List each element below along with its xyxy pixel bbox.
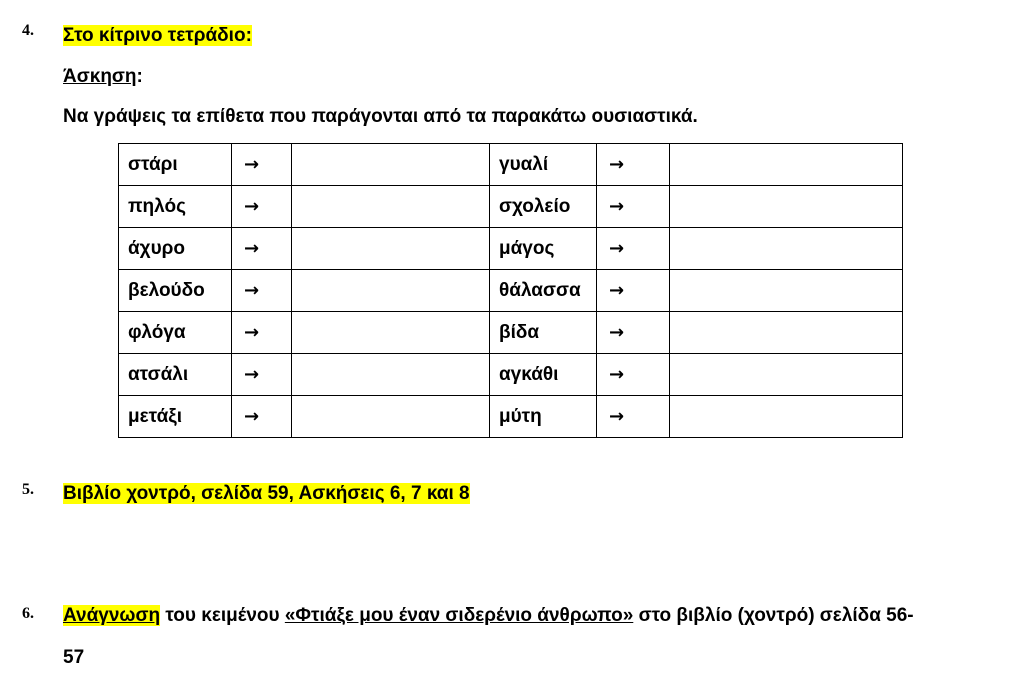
section-4-title-text: Στο κίτρινο τετράδιο: xyxy=(63,25,252,46)
reading-highlight: Ανάγνωση xyxy=(63,605,161,626)
section-6-text xyxy=(63,605,914,627)
section-5-highlight: Βιβλίο χοντρό, σελίδα 59, Ασκήσεις 6, 7 και 8 xyxy=(63,483,470,504)
arrow-icon: → xyxy=(232,354,292,396)
noun-cell: ατσάλι xyxy=(119,354,232,396)
section-4-title xyxy=(63,25,252,47)
noun-cell: γυαλί xyxy=(490,144,597,186)
arrow-icon: → xyxy=(232,396,292,438)
section-number-6: 6. xyxy=(22,605,34,622)
noun-cell: μύτη xyxy=(490,396,597,438)
answer-cell xyxy=(292,144,490,186)
arrow-icon: → xyxy=(232,186,292,228)
story-title: «Φτιάξε μου έναν σιδερένιο άνθρωπο» xyxy=(284,605,634,626)
table-row xyxy=(119,228,903,270)
answer-cell xyxy=(292,270,490,312)
table-row xyxy=(119,144,903,186)
arrow-icon: → xyxy=(597,396,670,438)
section-number-4: 4. xyxy=(22,22,34,39)
noun-cell: βελούδο xyxy=(119,270,232,312)
arrow-icon: → xyxy=(232,270,292,312)
arrow-icon: → xyxy=(597,312,670,354)
exercise-label: Άσκηση xyxy=(63,66,137,87)
nouns-table xyxy=(118,143,903,438)
noun-cell: φλόγα xyxy=(119,312,232,354)
noun-cell: μετάξι xyxy=(119,396,232,438)
noun-cell: πηλός xyxy=(119,186,232,228)
section-number-5: 5. xyxy=(22,481,34,498)
exercise-heading xyxy=(63,66,143,88)
section-6-text-cont: 57 xyxy=(63,647,85,668)
answer-cell xyxy=(670,144,903,186)
arrow-icon: → xyxy=(597,270,670,312)
answer-cell xyxy=(292,354,490,396)
arrow-icon: → xyxy=(597,186,670,228)
answer-cell xyxy=(292,228,490,270)
table-row xyxy=(119,270,903,312)
answer-cell xyxy=(670,396,903,438)
noun-cell: αγκάθι xyxy=(490,354,597,396)
table-row xyxy=(119,396,903,438)
answer-cell xyxy=(670,186,903,228)
arrow-icon: → xyxy=(597,144,670,186)
noun-cell: βίδα xyxy=(490,312,597,354)
answer-cell xyxy=(670,312,903,354)
exercise-instruction: Να γράψεις τα επίθετα που παράγονται από τα παρακάτω ουσιαστικά. xyxy=(63,106,698,127)
arrow-icon: → xyxy=(232,228,292,270)
arrow-icon: → xyxy=(232,312,292,354)
noun-cell: άχυρο xyxy=(119,228,232,270)
exercise-colon: : xyxy=(136,66,143,87)
arrow-icon: → xyxy=(597,354,670,396)
noun-cell: μάγος xyxy=(490,228,597,270)
noun-cell: στάρι xyxy=(119,144,232,186)
answer-cell xyxy=(292,312,490,354)
answer-cell xyxy=(670,354,903,396)
table-row xyxy=(119,354,903,396)
arrow-icon: → xyxy=(597,228,670,270)
section-6-text-b: στο βιβλίο (χοντρό) σελίδα 56- xyxy=(633,605,914,626)
section-5-text xyxy=(63,483,470,505)
answer-cell xyxy=(670,270,903,312)
arrow-icon: → xyxy=(232,144,292,186)
answer-cell xyxy=(292,186,490,228)
noun-cell: θάλασσα xyxy=(490,270,597,312)
answer-cell xyxy=(292,396,490,438)
section-6-text-a: του κειμένου xyxy=(160,605,285,626)
table-row xyxy=(119,186,903,228)
table-row xyxy=(119,312,903,354)
answer-cell xyxy=(670,228,903,270)
noun-cell: σχολείο xyxy=(490,186,597,228)
